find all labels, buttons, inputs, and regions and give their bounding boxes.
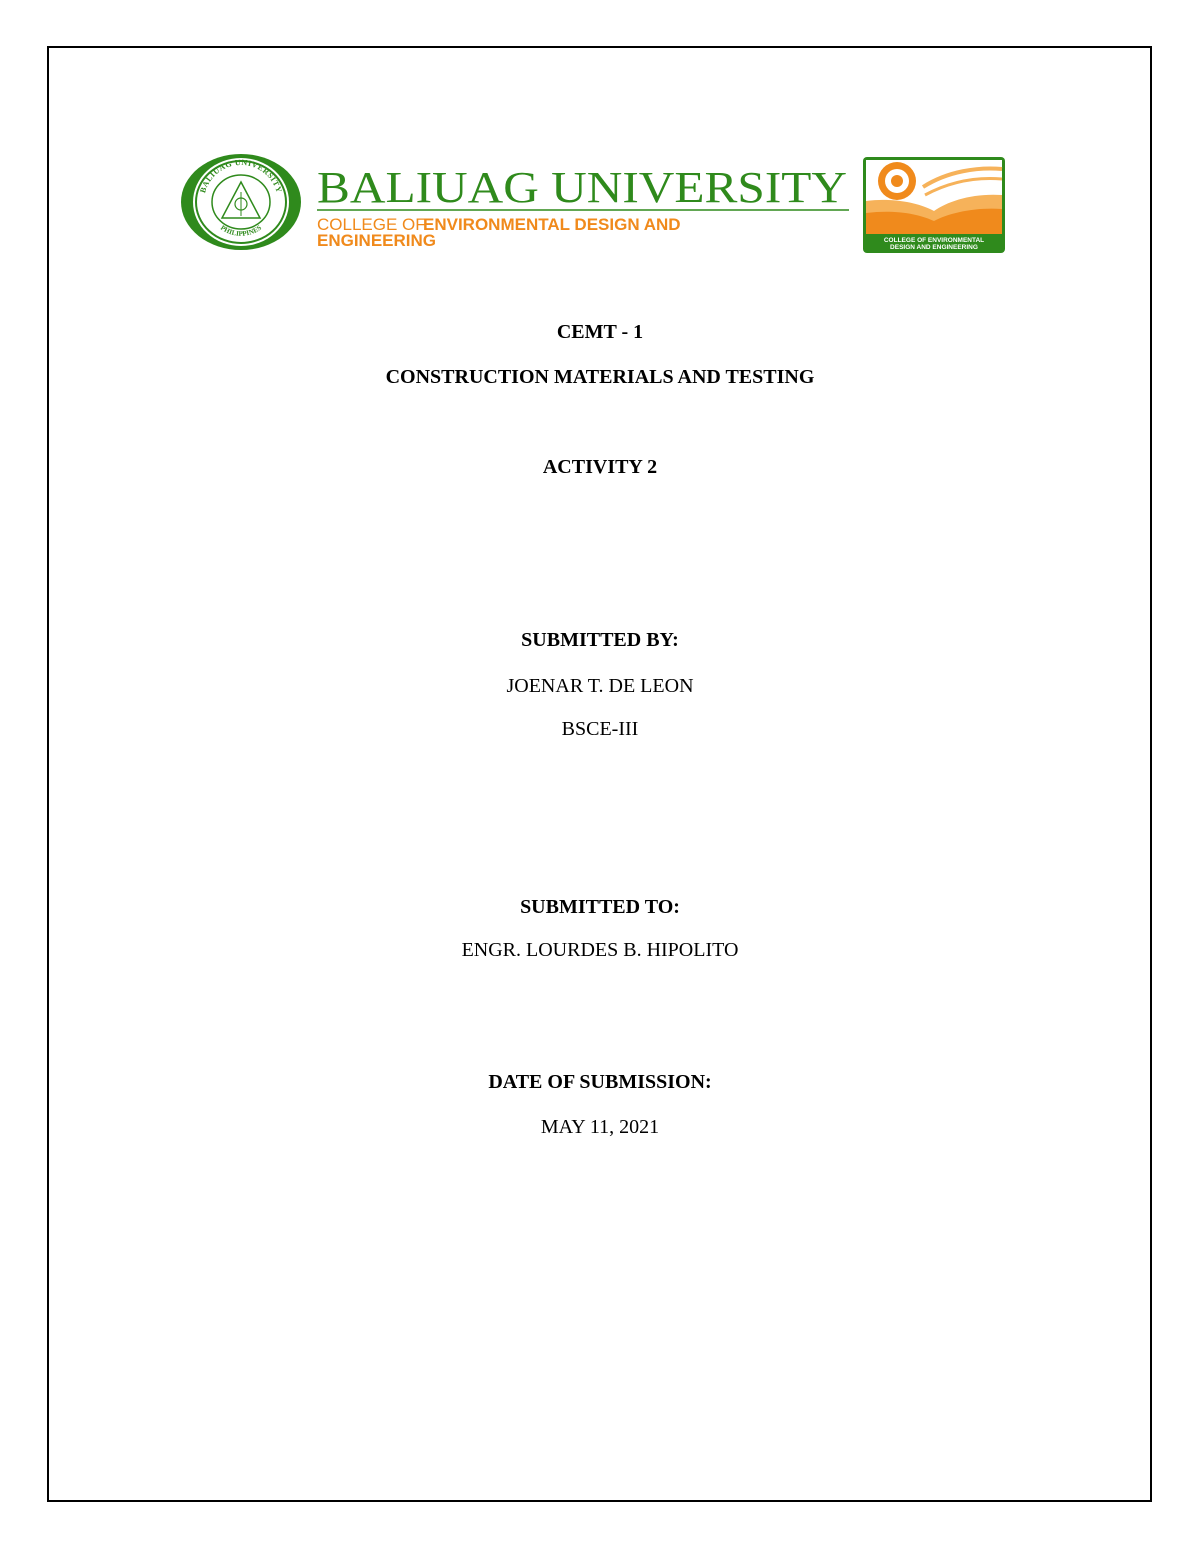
submitted-by-label: SUBMITTED BY: [521,629,679,651]
wordmark-graphic [315,160,855,250]
instructor-name: ENGR. LOURDES B. HIPOLITO [461,939,739,961]
college-name-line2: ENGINEERING [317,231,437,250]
college-prefix: COLLEGE OF [317,215,426,234]
university-name: BALIUAG UNIVERSITY [317,163,847,212]
submission-date: MAY 11, 2021 [540,1116,660,1138]
svg-text:PHILIPPINES: PHILIPPINES [218,223,264,238]
course-name: CONSTRUCTION MATERIALS AND TESTING [385,366,815,388]
university-seal-logo [180,152,302,252]
college-logo-text-2: DESIGN AND ENGINEERING [890,244,978,251]
date-of-submission-label: DATE OF SUBMISSION: [488,1071,712,1093]
svg-text:BALIUAG UNIVERSITY: BALIUAG UNIVERSITY [198,157,284,195]
header-logos [180,152,1010,262]
course-code: CEMT - 1 [556,321,644,343]
student-name: JOENAR T. DE LEON [506,675,694,697]
university-wordmark [315,160,855,250]
college-logo-text-1: COLLEGE OF ENVIRONMENTAL [883,237,985,244]
student-program: BSCE-III [561,718,639,740]
page-border [47,46,1152,1502]
college-logo [863,157,1005,253]
activity-title: ACTIVITY 2 [542,456,658,478]
college-name-line1: ENVIRONMENTAL DESIGN AND [423,215,681,234]
submitted-to-label: SUBMITTED TO: [520,896,680,918]
